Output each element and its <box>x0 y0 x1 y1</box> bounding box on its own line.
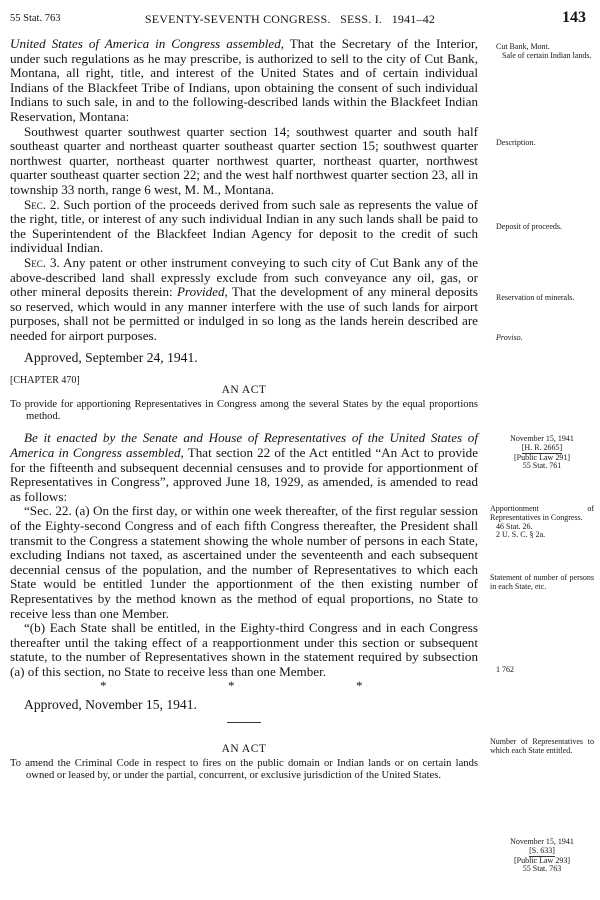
section-3-text: Any patent or other instrument conveying to such city of Cut Bank any of the above-described land shall expressly exclude from such conveyance any oil, gas, or other mineral deposits therein: <box>10 254 479 300</box>
margin-note-number-reps: Number of Representatives to which each State entitled. <box>490 737 594 755</box>
approval-date-2: Approved, November 15, 1941. <box>24 696 197 712</box>
margin-note-cut-bank <box>490 43 594 61</box>
margin-note-apportionment <box>490 505 594 540</box>
act2-public-law: [Public Law 293] <box>514 855 570 865</box>
running-head: SEVENTY-SEVENTH CONGRESS. SESS. I. 1941–42 <box>144 12 436 26</box>
margin-note-title: Cut Bank, Mont. <box>496 42 550 51</box>
act1-date: November 15, 1941 <box>510 434 574 443</box>
sale-authority-text: That the Secretary of the Interior, under such regulations as he may prescribe, is authorized to sell to the city of Cut Bank, Montana, all right, title, and interest of the United States and of certain individual Indians of the Blackfeet Tribe of Indians, upon obtaining the consent of such individual Indians to such sale, in and to the following-described lands within the Blackfeet Indian Reservation, Montana: <box>10 36 479 124</box>
apportionment-ref-2: 2 U. S. C. § 2a. <box>496 530 546 540</box>
proviso-word: Provided, <box>177 284 228 300</box>
act2-date: November 15, 1941 <box>510 837 574 846</box>
enacting-clause <box>10 431 478 504</box>
section-3-label: Sec. 3. <box>24 254 60 270</box>
section-22a <box>10 504 478 621</box>
apportionment-title: Apportionment of Representatives in Congress. <box>490 504 594 522</box>
star: * <box>228 677 235 693</box>
margin-note-deposit: Deposit of proceeds. <box>496 222 562 231</box>
section-2-label: Sec. 2. <box>24 196 60 212</box>
act-heading-1: AN ACT <box>221 384 267 397</box>
paragraph-land-description: Southwest quarter southwest quarter section 14; southwest quarter and south half southeast quarter and northeast quarter southeast quarter section 15; southwest quarter northwest quarter, northeast quarter northwest quarter, northeast quarter, northwest quarter southeast quarter section 22; and the west half northwest quarter section 23, all in township 33 north, range 6 west, M. M., Montana. <box>10 123 478 197</box>
main-text-column <box>10 37 478 782</box>
margin-note-proviso: Proviso. <box>496 333 523 342</box>
margin-note-sub: Sale of certain Indian lands. <box>502 50 592 60</box>
act1-stat: 55 Stat. 761 <box>522 461 562 471</box>
star: * <box>100 677 107 693</box>
section-22b: “(b) Each State shall be entitled, in the Eighty-third Congress and in each Congress thereafter until the taking effect of a reapportionment under this section or subsequent statute, to the number of Representatives shown in the statement required by subsection (a) of this section, no State to receive less than one Member. <box>10 620 478 679</box>
margin-note-reservation: Reservation of minerals. <box>496 293 575 302</box>
section-2 <box>10 198 478 256</box>
act-purpose-2: To amend the Criminal Code in respect to fires on the public domain or Indian lands or on certain lands owned or leased by, or under the partial, concurrent, or exclusive jurisdiction of the United States. <box>10 757 478 781</box>
margin-note-description: Description. <box>496 138 536 147</box>
page-break-marker: 1 <box>149 576 157 592</box>
margin-note-act1-ids <box>490 435 594 471</box>
star: * <box>356 677 363 693</box>
act1-bill: [H. R. 2665] <box>521 442 563 452</box>
margin-note-page-ref: 1 762 <box>496 665 514 674</box>
stat-reference: 55 Stat. 763 <box>10 13 61 24</box>
act2-stat: 55 Stat. 763 <box>522 864 562 874</box>
omission-stars <box>10 677 478 693</box>
margin-note-act2-ids <box>490 838 594 874</box>
section-3 <box>10 256 478 344</box>
act-purpose-1: To provide for apportioning Representatives in Congress among the several States by the equal proportions method. <box>10 399 478 423</box>
enacting-clause-fragment: United States of America in Congress assembled, <box>10 36 285 51</box>
page-header <box>10 9 590 31</box>
section-22a-text-cont: under the apportionment of the then existing number of Representatives by the method known as the method of equal proportions, no State to receive less than one Member. <box>10 576 478 621</box>
act-heading-2: AN ACT <box>221 742 267 755</box>
apportionment-ref-1: 46 Stat. 26. <box>496 521 533 531</box>
margin-note-statement: Statement of number of persons in each State, etc. <box>490 573 594 591</box>
approval-date-1: Approved, September 24, 1941. <box>24 350 198 366</box>
enacting-clause-italic: Be it enacted by the Senate and House of Representatives of the United States of America in Congress assembled, <box>10 430 478 461</box>
page-number: 143 <box>562 9 586 26</box>
paragraph-sale-authority <box>10 37 478 125</box>
section-3-proviso-text: That the development of any mineral deposits so reserved, which would in any manner interfere with the use of such lands for airport purposes, shall not be permitted or indulged in so long as the lands herein described are needed for airport purposes. <box>10 284 478 343</box>
section-2-text: Such portion of the proceeds derived from such sale as represents the value of the right, title, or interest of any such individual Indian in any such lands shall be paid to the Superintendent of the Blackfeet Indian Agency for deposit to the credit of such individual Indian. <box>10 196 478 256</box>
act2-bill: [S. 633] <box>529 845 555 855</box>
enacting-clause-text: That section 22 of the Act entitled “An Act to provide for the fifteenth and subsequent decennial censuses and to provide for apportionment of Representatives in Congress”, approved June 18, 1929, as amended, is amended to read as follows: <box>10 445 479 504</box>
section-22a-text: “Sec. 22. (a) On the first day, or within one week thereafter, of the first regular session of the Eighty-second Congress and of each fifth Congress thereafter, the President shall transmit to the Congress a statement showing the whole number of persons in each State, excluding Indians not taxed, as ascertained under the seventeenth and each subsequent decennial census of the population, and the number of Representatives to which each State would be entitled <box>10 503 478 592</box>
act1-public-law: [Public Law 291] <box>514 452 570 462</box>
chapter-number: [CHAPTER 470] <box>10 375 80 387</box>
